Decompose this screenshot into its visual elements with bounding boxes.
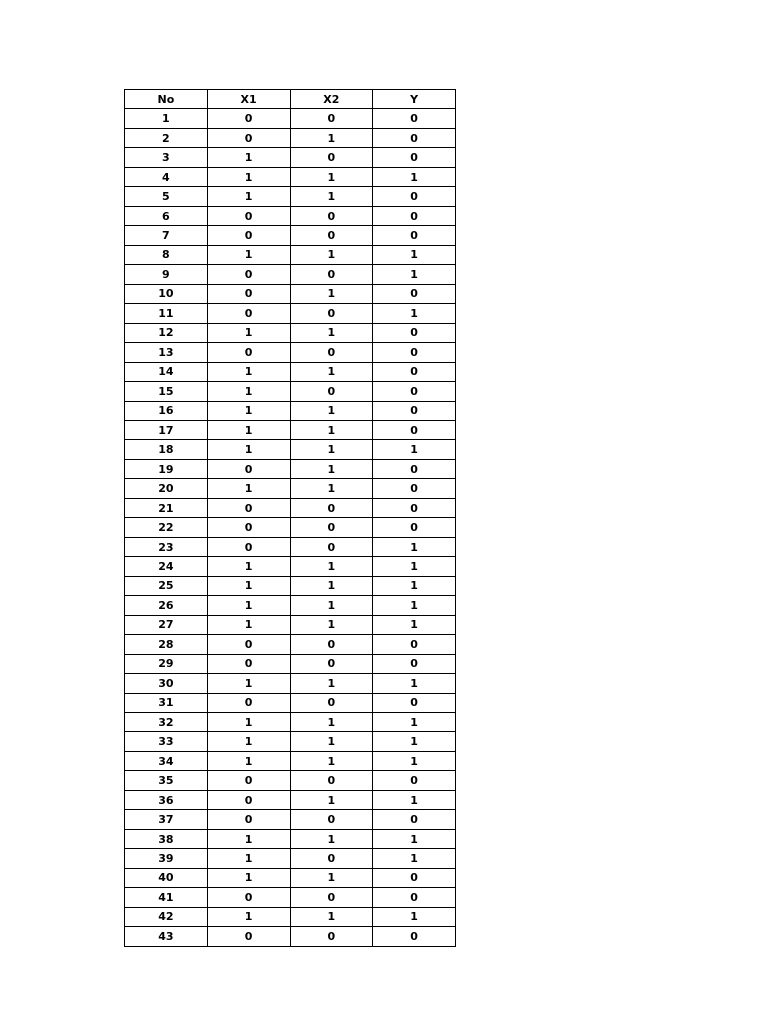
cell-y: 1	[373, 751, 456, 770]
table-row	[125, 362, 456, 381]
cell-no: 38	[125, 829, 208, 848]
cell-y: 1	[373, 615, 456, 634]
cell-no: 19	[125, 459, 208, 478]
cell-no: 36	[125, 790, 208, 809]
cell-y: 0	[373, 206, 456, 225]
cell-x1: 1	[207, 148, 290, 167]
cell-x2: 0	[290, 927, 373, 946]
table-row	[125, 109, 456, 128]
cell-x2: 1	[290, 362, 373, 381]
cell-y: 0	[373, 810, 456, 829]
cell-no: 35	[125, 771, 208, 790]
cell-no: 8	[125, 245, 208, 264]
cell-x2: 1	[290, 323, 373, 342]
cell-x2: 0	[290, 109, 373, 128]
cell-y: 1	[373, 829, 456, 848]
cell-x1: 1	[207, 245, 290, 264]
table-row	[125, 654, 456, 673]
cell-x1: 1	[207, 167, 290, 186]
cell-no: 26	[125, 596, 208, 615]
cell-x2: 1	[290, 245, 373, 264]
cell-y: 1	[373, 576, 456, 595]
cell-y: 0	[373, 868, 456, 887]
cell-y: 0	[373, 771, 456, 790]
cell-x1: 0	[207, 343, 290, 362]
cell-y: 1	[373, 537, 456, 556]
cell-x2: 0	[290, 518, 373, 537]
cell-x1: 1	[207, 420, 290, 439]
cell-x1: 0	[207, 635, 290, 654]
cell-y: 1	[373, 713, 456, 732]
table-row	[125, 537, 456, 556]
cell-no: 23	[125, 537, 208, 556]
cell-no: 25	[125, 576, 208, 595]
table-row	[125, 927, 456, 946]
cell-x2: 1	[290, 284, 373, 303]
cell-x1: 1	[207, 401, 290, 420]
cell-x1: 0	[207, 284, 290, 303]
cell-no: 6	[125, 206, 208, 225]
cell-x1: 1	[207, 557, 290, 576]
cell-no: 4	[125, 167, 208, 186]
cell-y: 0	[373, 323, 456, 342]
table-row	[125, 732, 456, 751]
cell-y: 0	[373, 927, 456, 946]
column-header-x2: X2	[290, 90, 373, 109]
cell-x1: 1	[207, 479, 290, 498]
cell-x2: 0	[290, 148, 373, 167]
table-row	[125, 888, 456, 907]
cell-x2: 1	[290, 459, 373, 478]
table-row	[125, 518, 456, 537]
cell-no: 41	[125, 888, 208, 907]
cell-x1: 1	[207, 440, 290, 459]
cell-x2: 1	[290, 751, 373, 770]
table-row	[125, 459, 456, 478]
table-row	[125, 382, 456, 401]
cell-x1: 0	[207, 109, 290, 128]
cell-x2: 1	[290, 557, 373, 576]
cell-y: 1	[373, 907, 456, 926]
cell-y: 0	[373, 635, 456, 654]
cell-x1: 0	[207, 888, 290, 907]
cell-y: 0	[373, 187, 456, 206]
cell-x1: 1	[207, 713, 290, 732]
cell-x2: 0	[290, 304, 373, 323]
table-row	[125, 576, 456, 595]
table-row	[125, 343, 456, 362]
cell-x1: 1	[207, 907, 290, 926]
table-row	[125, 148, 456, 167]
cell-x2: 1	[290, 440, 373, 459]
cell-x2: 0	[290, 537, 373, 556]
cell-no: 21	[125, 498, 208, 517]
cell-x1: 1	[207, 576, 290, 595]
cell-x1: 1	[207, 868, 290, 887]
cell-y: 1	[373, 732, 456, 751]
cell-no: 30	[125, 674, 208, 693]
data-table	[124, 89, 456, 947]
cell-y: 1	[373, 167, 456, 186]
cell-y: 1	[373, 674, 456, 693]
column-header-no: No	[125, 90, 208, 109]
table-row	[125, 693, 456, 712]
column-header-y: Y	[373, 90, 456, 109]
cell-y: 1	[373, 790, 456, 809]
cell-x2: 0	[290, 206, 373, 225]
table-body	[125, 109, 456, 946]
cell-y: 0	[373, 888, 456, 907]
cell-x1: 0	[207, 498, 290, 517]
cell-no: 14	[125, 362, 208, 381]
cell-x2: 1	[290, 868, 373, 887]
cell-x1: 0	[207, 518, 290, 537]
table-row	[125, 596, 456, 615]
cell-x2: 0	[290, 849, 373, 868]
table-row	[125, 615, 456, 634]
cell-y: 0	[373, 654, 456, 673]
cell-x2: 1	[290, 187, 373, 206]
cell-y: 0	[373, 109, 456, 128]
cell-x2: 0	[290, 382, 373, 401]
cell-x2: 1	[290, 829, 373, 848]
cell-x2: 1	[290, 576, 373, 595]
cell-x2: 0	[290, 888, 373, 907]
table-row	[125, 226, 456, 245]
cell-x2: 1	[290, 401, 373, 420]
table-row	[125, 557, 456, 576]
cell-y: 0	[373, 362, 456, 381]
cell-x1: 1	[207, 615, 290, 634]
cell-y: 0	[373, 343, 456, 362]
cell-y: 0	[373, 479, 456, 498]
table-row	[125, 304, 456, 323]
cell-y: 1	[373, 849, 456, 868]
cell-x2: 1	[290, 479, 373, 498]
cell-no: 43	[125, 927, 208, 946]
cell-no: 22	[125, 518, 208, 537]
cell-y: 0	[373, 459, 456, 478]
cell-x1: 1	[207, 732, 290, 751]
cell-x2: 0	[290, 635, 373, 654]
table-row	[125, 420, 456, 439]
cell-no: 7	[125, 226, 208, 245]
cell-x1: 0	[207, 226, 290, 245]
table-row	[125, 401, 456, 420]
cell-x1: 0	[207, 693, 290, 712]
cell-x1: 0	[207, 265, 290, 284]
cell-x1: 1	[207, 751, 290, 770]
cell-x1: 0	[207, 206, 290, 225]
cell-x2: 1	[290, 732, 373, 751]
cell-no: 33	[125, 732, 208, 751]
cell-y: 0	[373, 382, 456, 401]
cell-no: 12	[125, 323, 208, 342]
cell-x1: 0	[207, 790, 290, 809]
cell-y: 1	[373, 265, 456, 284]
cell-x2: 1	[290, 128, 373, 147]
cell-no: 29	[125, 654, 208, 673]
cell-no: 18	[125, 440, 208, 459]
cell-y: 0	[373, 226, 456, 245]
cell-x2: 1	[290, 420, 373, 439]
cell-no: 42	[125, 907, 208, 926]
cell-x1: 1	[207, 596, 290, 615]
table-row	[125, 751, 456, 770]
cell-x1: 0	[207, 537, 290, 556]
cell-x1: 0	[207, 304, 290, 323]
table-row	[125, 284, 456, 303]
cell-no: 27	[125, 615, 208, 634]
table-row	[125, 771, 456, 790]
cell-no: 5	[125, 187, 208, 206]
table-row	[125, 323, 456, 342]
cell-no: 10	[125, 284, 208, 303]
cell-x2: 0	[290, 810, 373, 829]
table-row	[125, 167, 456, 186]
cell-x2: 1	[290, 167, 373, 186]
cell-x2: 0	[290, 693, 373, 712]
cell-no: 3	[125, 148, 208, 167]
cell-no: 1	[125, 109, 208, 128]
table-row	[125, 128, 456, 147]
table-row	[125, 829, 456, 848]
table-row	[125, 187, 456, 206]
cell-y: 0	[373, 498, 456, 517]
cell-no: 34	[125, 751, 208, 770]
cell-x2: 0	[290, 654, 373, 673]
cell-x2: 0	[290, 771, 373, 790]
cell-no: 15	[125, 382, 208, 401]
cell-no: 31	[125, 693, 208, 712]
cell-y: 1	[373, 557, 456, 576]
cell-y: 0	[373, 693, 456, 712]
cell-y: 0	[373, 518, 456, 537]
cell-x1: 1	[207, 323, 290, 342]
cell-y: 0	[373, 401, 456, 420]
cell-x1: 1	[207, 674, 290, 693]
table-row	[125, 674, 456, 693]
cell-no: 2	[125, 128, 208, 147]
column-header-x1: X1	[207, 90, 290, 109]
cell-x2: 0	[290, 265, 373, 284]
cell-no: 40	[125, 868, 208, 887]
cell-y: 0	[373, 148, 456, 167]
cell-x1: 0	[207, 654, 290, 673]
cell-x1: 0	[207, 810, 290, 829]
cell-no: 16	[125, 401, 208, 420]
table-row	[125, 907, 456, 926]
cell-x1: 0	[207, 771, 290, 790]
table-row	[125, 245, 456, 264]
cell-no: 11	[125, 304, 208, 323]
cell-no: 32	[125, 713, 208, 732]
cell-y: 0	[373, 128, 456, 147]
table-row	[125, 206, 456, 225]
cell-x2: 0	[290, 343, 373, 362]
table-row	[125, 868, 456, 887]
table-row	[125, 810, 456, 829]
cell-x2: 1	[290, 713, 373, 732]
cell-x2: 1	[290, 790, 373, 809]
cell-x1: 1	[207, 362, 290, 381]
cell-x1: 0	[207, 927, 290, 946]
cell-no: 37	[125, 810, 208, 829]
cell-y: 1	[373, 440, 456, 459]
cell-y: 1	[373, 245, 456, 264]
table-row	[125, 790, 456, 809]
cell-x1: 1	[207, 849, 290, 868]
cell-no: 39	[125, 849, 208, 868]
cell-x1: 1	[207, 382, 290, 401]
cell-no: 20	[125, 479, 208, 498]
table-row	[125, 440, 456, 459]
table-row	[125, 265, 456, 284]
cell-x2: 0	[290, 226, 373, 245]
cell-x1: 1	[207, 187, 290, 206]
cell-x2: 0	[290, 498, 373, 517]
cell-no: 28	[125, 635, 208, 654]
header-row	[125, 90, 456, 109]
cell-y: 1	[373, 304, 456, 323]
cell-y: 1	[373, 596, 456, 615]
cell-x1: 0	[207, 459, 290, 478]
table-row	[125, 849, 456, 868]
table-row	[125, 635, 456, 654]
cell-no: 13	[125, 343, 208, 362]
cell-no: 24	[125, 557, 208, 576]
cell-x1: 1	[207, 829, 290, 848]
table-row	[125, 479, 456, 498]
cell-no: 17	[125, 420, 208, 439]
cell-x2: 1	[290, 674, 373, 693]
cell-x2: 1	[290, 615, 373, 634]
cell-no: 9	[125, 265, 208, 284]
table-row	[125, 498, 456, 517]
table-row	[125, 713, 456, 732]
cell-x1: 0	[207, 128, 290, 147]
cell-y: 0	[373, 420, 456, 439]
cell-x2: 1	[290, 907, 373, 926]
cell-y: 0	[373, 284, 456, 303]
cell-x2: 1	[290, 596, 373, 615]
